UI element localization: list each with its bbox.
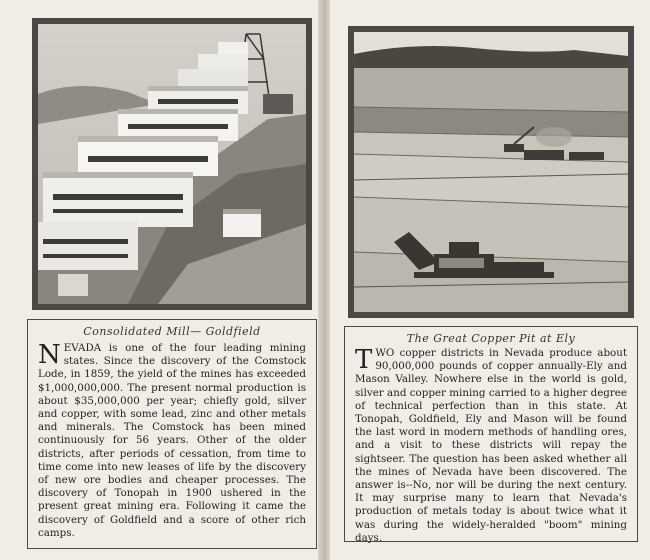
copper-pit-illustration [354,32,628,312]
right-caption: The Great Copper Pit at Ely [406,332,576,345]
mill-photo-frame [32,18,312,310]
left-dropcap: N [38,340,61,370]
left-text-box [27,319,317,549]
right-dropcap: T [355,345,373,375]
pit-photo [354,32,628,312]
mill-illustration [38,24,306,304]
left-page [0,0,322,560]
right-text-box [344,326,638,542]
right-body-text: WO copper districts in Nevada produce about 90,000,000 pounds of copper annually-Ely and Mason Valley. Nowhere else in the world is gold, silver and copper mining carried to a higher degree of technical perfection than in this state. At Tonopah, Goldfield, Ely and Mason will be found the last word in modern methods of handling ores, and a visit to these districts will repay the sightseer. The question has been asked whether all the mines of Nevada have been discovered. The answer is--No, nor will be during the next century. It may surprise many to learn that Nevada's production of metals today is about twice what it was during the widely-heralded "boom" mining days. [355,347,627,544]
left-caption: Consolidated Mill— Goldfield [83,325,261,338]
pit-photo-frame [348,26,634,318]
left-body-text: EVADA is one of the four leading mining states. Since the discovery of the Comstock Lode, in 1859, the yield of the mines has exceeded $1,000,000,000. The present normal production is about $35,000,000 per year; chiefly gold, silver and copper, with some lead, zinc and other metals and minerals. The Comstock has been mined continuously for 56 years. Other of the older districts, after periods of cessation, from time to time come into new leases of life by the discovery of new ore bodies and cheaper processes. The discovery of Tonopah in 1900 ushered in the present great mining era. Following it came the discovery of Goldfield and a score of other rich camps. [38,342,306,539]
right-page [330,0,650,560]
mill-photo [38,24,306,304]
